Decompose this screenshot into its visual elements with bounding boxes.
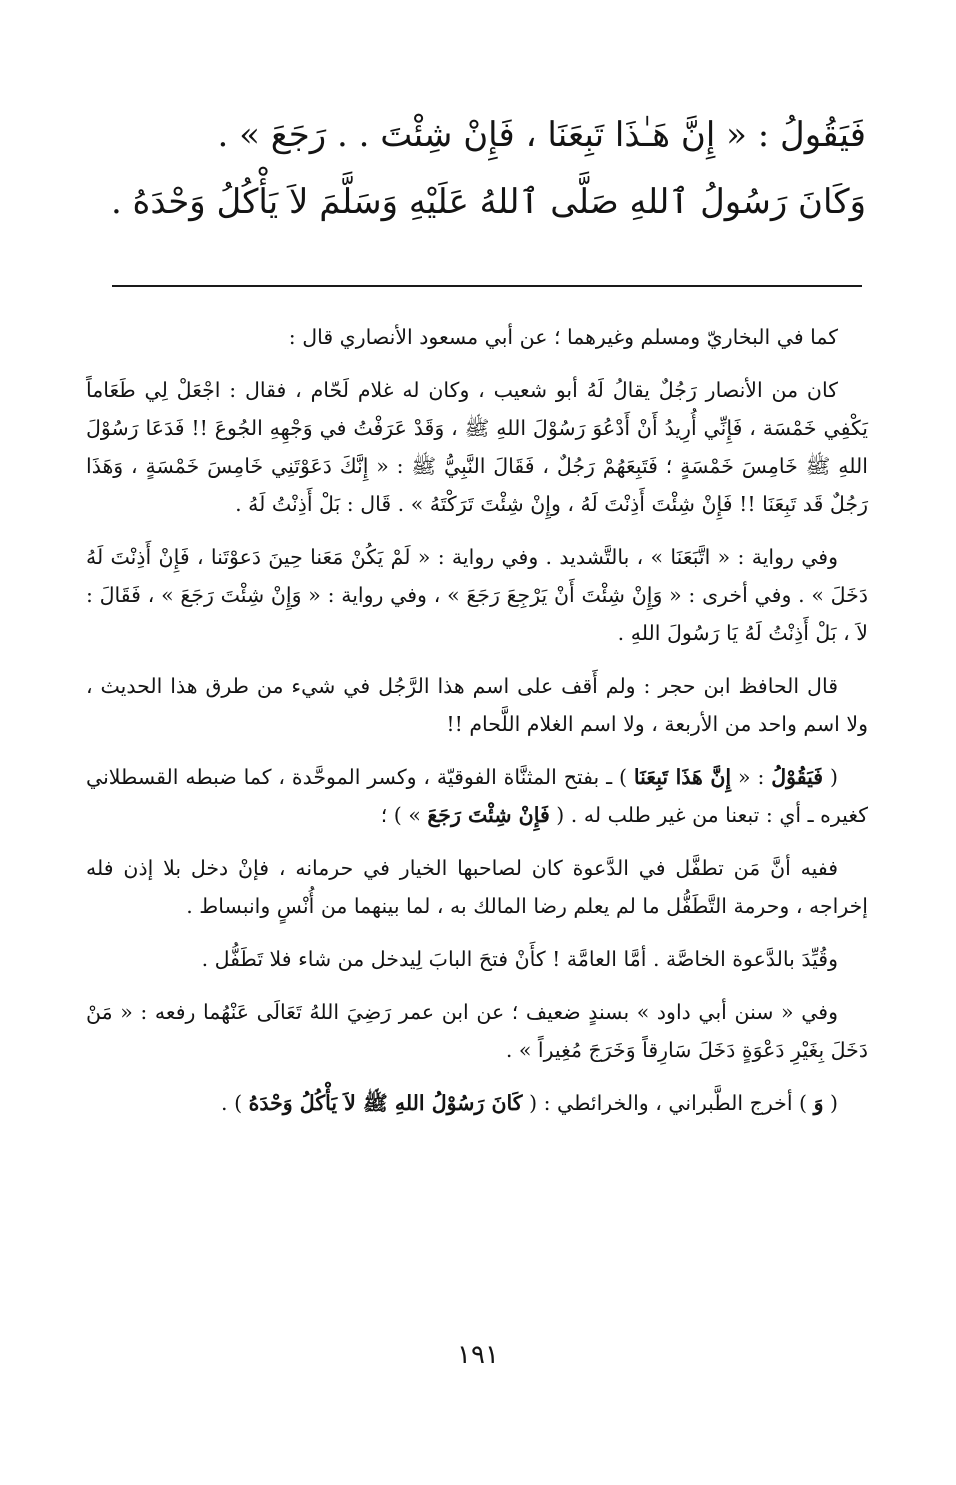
commentary-para-1: كما في البخاريّ ومسلم وغيرهما ؛ عن أبي مسعود الأنصاري قال :: [288, 325, 838, 349]
quoted-phrase: كَانَ رَسُوْلُ اللهِ ﷺ لاَ يَأْكُلُ وَحْدَهُ: [248, 1091, 523, 1115]
text-segment: ) .: [221, 1091, 243, 1115]
commentary-para-7: وقُيِّدَ بالدَّعوة الخاصَّة . أمَّا العامَّة ! كأَنْ فتحَ البابَ لِيدخل من شاء فلا تَطَفُّل .: [201, 947, 838, 971]
commentary-para-9: [86, 1084, 868, 1122]
page-number: ١٩١: [457, 1340, 499, 1370]
paren-open: (: [830, 1091, 838, 1115]
commentary-para-2: كان من الأنصار رَجُلٌ يقالُ لَهُ أبو شعيب ، وكان له غلام لَحّام ، فقال : اجْعَلْ لِي طَعَاماً يَكْفِي خَمْسَة ، فَإِنِّي أُرِيدُ أَنْ أَدْعُوَ رَسُوْلَ اللهِ ﷺ ، وَقَدْ عَرَفْتُ في وَجْهِهِ الجُوعَ !! فَدَعَا رَسُوْلَ اللهِ ﷺ خَامِسَ خَمْسَةٍ ؛ فَتَبِعَهُمْ رَجُلٌ ، فَقَالَ النَّبِيُّ ﷺ : « إِنَّكَ دَعَوْتَنِي خَامِسَ خَمْسَةٍ ، وَهَذَا رَجُلٌ قَد تَبِعَنَا !! فَإِنْ شِئْتَ أَذِنْتَ لَهُ ، وإِنْ شِئْتَ تَرَكْتَهُ » . قَال : بَلْ أَذِنْتُ لَهُ .: [86, 378, 868, 516]
quoted-phrase: إِنَّ هَذَا تَبِعَنَا: [633, 765, 732, 789]
matn-line-1: فَيَقُولُ : « إِنَّ هَـٰذَا تَبِعَنَا ، فَإِنْ شِئْتَ . . رَجَعَ » .: [217, 115, 866, 155]
commentary-para-5: [86, 758, 868, 834]
text-segment: ) أخرج الطَّبراني ، والخرائطي : (: [529, 1091, 808, 1115]
footnote-divider: [112, 285, 862, 287]
paren-open: (: [829, 765, 838, 789]
commentary-para-3: وفي رواية : « اتَّبَعَنَا » ، بالتَّشديد . وفي رواية : « لَمْ يَكُنْ مَعَنا حِينَ دَعوْتَنا ، فَإِنْ أَذِنْتَ لَهُ دَخَلَ » . وفي أخرى : « وَإِنْ شِئْتَ أَنْ يَرْجِعَ رَجَعَ » ، وفي رواية : « وَإِنْ شِئْتَ رَجَعَ » ، فَقَالَ : لاَ ، بَلْ أَذِنْتُ لَهُ يَا رَسُولَ اللهِ .: [86, 545, 868, 645]
text-segment: ) ـ بفتح المثنَّاة الفوقيّة ، وكسر الموحَّدة ، كما ضبطه القسطلاني كغيره ـ أي : تبعنا من غير طلب له . (: [86, 765, 868, 827]
quoted-phrase: فَإِنْ شِئْتَ رَجَعَ: [427, 803, 550, 827]
commentary: [86, 318, 868, 1137]
commentary-para-6: ففيه أنَّ مَن تطفَّل في الدَّعوة كان لصاحبها الخيار في حرمانه ، فإنْ دخل بلا إذن فله إخراجه ، وحرمة التَّطَفُّل ما لم يعلم رضا المالك به ، لما بينهما من أُنْسٍ وانبساط .: [86, 856, 868, 918]
quoted-word: فَيَقُوْلُ: [771, 765, 824, 789]
text-segment: » ) ؛: [380, 803, 421, 827]
commentary-para-8: وفي « سنن أبي داود » بسندٍ ضعيف ؛ عن ابن عمر رَضِيَ اللهُ تَعَالَى عَنْهُما رفعه : « مَنْ دَخَلَ بِغَيْرِ دَعْوَةٍ دَخَلَ سَارِقاً وَخَرَجَ مُغِيراً » .: [86, 1000, 868, 1062]
commentary-para-4: قال الحافظ ابن حجر : ولم أَقف على اسم هذا الرَّجُل في شيء من طرق هذا الحديث ، ولا اسم واحد من الأربعة ، ولا اسم الغلام اللَّحام !!: [86, 674, 868, 736]
matn-line-2: وَكَانَ رَسُولُ ٱللهِ صَلَّى ٱللهُ عَلَيْهِ وَسَلَّمَ لاَ يَأْكُلُ وَحْدَهُ .: [110, 182, 866, 222]
quoted-word: وَ: [813, 1091, 824, 1115]
text-segment: : «: [738, 765, 765, 789]
